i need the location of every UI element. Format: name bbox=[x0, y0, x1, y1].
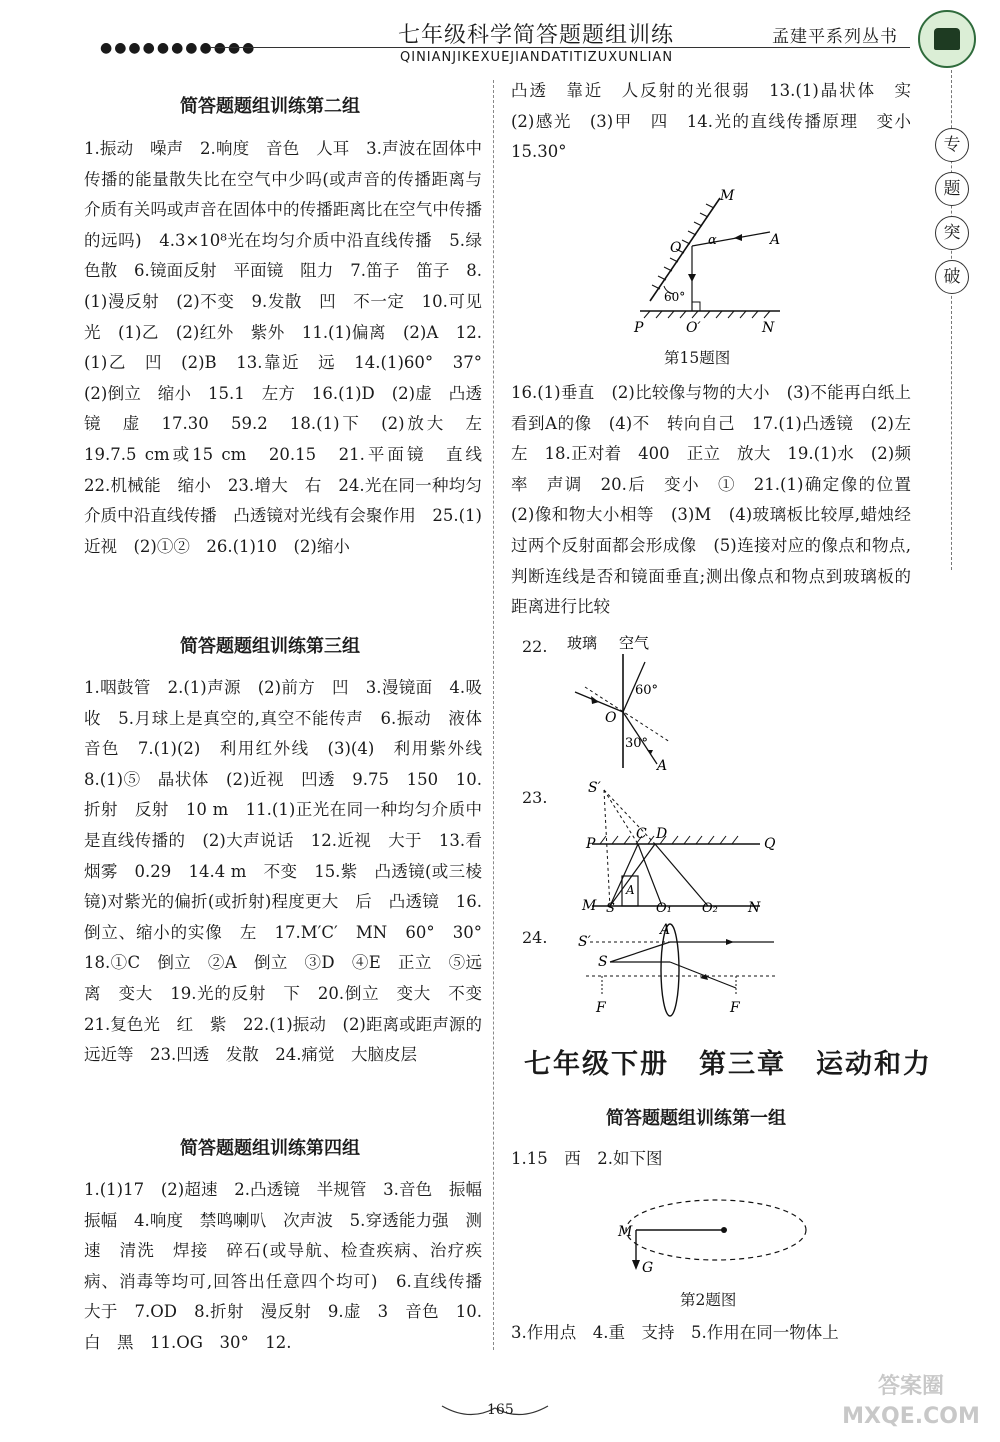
label-angle-60: 60° bbox=[664, 290, 686, 304]
side-tag-3: 突 bbox=[935, 216, 969, 250]
label-G: G bbox=[642, 1260, 654, 1276]
figure-2-diagram bbox=[612, 1194, 812, 1282]
dash-3 bbox=[604, 790, 638, 844]
dash-1 bbox=[604, 790, 610, 908]
group3-text: 1.咽鼓管 2.(1)声源 (2)前方 凹 3.漫镜面 4.吸收 5.月球上是真空的,真空不能传声 6.振动 液体 音色 7.(1)(2) 利用红外线 (3)(4) 利用紫外线 8.(1)⑤ 晶状体 (2)近视 凹透 9.75 150 10.折射 反射 10 m 11.(1)正光在同一种均匀介质中是直线传播的 (2)大声说话 12.近视 大于 13.看烟雾 0.29 14.4 m 不变 15.紫 凸透镜(或三棱镜)对紫光的偏折(或折射)程度更大 后 凸透镜 16.倒立、缩小的实像 左 17.M′C′ MN 60° 30° 18.①C 倒立 ②A 倒立 ③D ④E 正立 ⑤远离 变大 19.光的反射 下 20.倒立 变大 不变 21.复色光 红 紫 22.(1)振动 (2)距离或距声源的远近等 23.凹透 发散 24.痛觉 大脑皮层 bbox=[84, 678, 499, 1065]
label-O2: O₂ bbox=[702, 901, 718, 916]
right-answers-bottom bbox=[511, 1318, 911, 1349]
chapter-heading bbox=[524, 1042, 932, 1081]
q24-lens-diagram bbox=[576, 920, 781, 1020]
label-S: S bbox=[606, 901, 615, 916]
label-M: M bbox=[582, 898, 597, 914]
right-answers-top bbox=[511, 76, 928, 168]
right-angle-mark bbox=[692, 302, 700, 311]
group4-answers bbox=[84, 1175, 499, 1359]
label-N: N bbox=[762, 320, 775, 336]
right-text-3: 1.15 西 2.如下图 bbox=[511, 1149, 663, 1168]
label-60: 60° bbox=[635, 683, 659, 698]
ray-C-O1 bbox=[638, 844, 662, 906]
label-P: P bbox=[634, 320, 644, 336]
mirror-hatching bbox=[600, 836, 738, 844]
side-tag-1: 专 bbox=[935, 128, 969, 162]
label-alpha: α bbox=[708, 233, 717, 248]
label-C: C bbox=[636, 826, 647, 842]
label-O: O bbox=[605, 710, 617, 726]
label-Q: Q bbox=[764, 836, 776, 852]
mirror-line bbox=[650, 198, 720, 301]
label-air: 空气 bbox=[619, 634, 650, 652]
right-text-2: 16.(1)垂直 (2)比较像与物的大小 (3)不能再白纸上看到A的像 (4)不 转向自己 17.(1)凸透镜 (2)左 左 18.正对着 400 正立 放大 19.(1)水 (2)频率 声调 20.后 变小 ① 21.(1)确定像的位置 (2)像和物大小相等 (3)M (4)玻璃板比较厚,蜡烛经过两个反射面都会形成像 (5)连接对应的像点和物点,判断连线是否和镜面垂直;测出像点和物点到玻璃板的距离进行比较 bbox=[511, 383, 928, 617]
center-point bbox=[721, 1227, 727, 1233]
series-name: 孟建平系列丛书 bbox=[772, 27, 898, 47]
ray-arrow bbox=[734, 234, 742, 241]
chapter-name: 运动和力 bbox=[816, 1049, 932, 1080]
label-O: O bbox=[670, 240, 682, 256]
label-O-prime: O′ bbox=[686, 320, 701, 336]
label-S: S bbox=[598, 954, 608, 970]
ray-to-focus bbox=[670, 962, 736, 988]
side-tag-4: 破 bbox=[935, 260, 969, 294]
label-A: A bbox=[626, 883, 635, 897]
q22-number: 22. bbox=[522, 637, 548, 656]
gravity-arrowhead bbox=[632, 1260, 640, 1270]
right-answers-g1 bbox=[511, 1144, 911, 1175]
figure-2-caption: 第2题图 bbox=[680, 1291, 737, 1309]
ground-hatching bbox=[644, 311, 770, 318]
label-D: D bbox=[656, 826, 668, 842]
arrow-top bbox=[726, 939, 734, 945]
ray-D-O2 bbox=[655, 844, 708, 906]
incident-arrow bbox=[591, 696, 599, 704]
q23-mirror-diagram bbox=[580, 776, 780, 916]
group1-title: 简答题题组训练第一组 bbox=[606, 1108, 786, 1129]
label-A: A bbox=[660, 922, 671, 938]
watermark-line-1: 答案圈 bbox=[877, 1374, 944, 1399]
mirror-hatching bbox=[652, 204, 714, 289]
label-S-prime: S′ bbox=[588, 780, 601, 796]
group2-answers bbox=[84, 134, 499, 562]
right-text-4: 3.作用点 4.重 支持 5.作用在同一物体上 bbox=[511, 1323, 839, 1342]
group4-text: 1.(1)17 (2)超速 2.凸透镜 半规管 3.音色 振幅 振幅 4.响度 禁鸣喇叭 次声波 5.穿透能力强 测速 清洗 焊接 碎石(或导航、检查疾病、治疗疾病、消毒等均可,回答出任意四个均可) 6.直线传播 大于 7.OD 8.折射 漫反射 9.虚 3 音色 10.白 黑 11.OG 30° 12. bbox=[84, 1180, 499, 1352]
figure-15-diagram bbox=[630, 186, 800, 336]
right-answers-middle bbox=[511, 378, 928, 623]
group2-title: 简答题题组训练第二组 bbox=[180, 96, 360, 117]
watermark-line-2: MXQE.COM bbox=[842, 1404, 980, 1429]
q23-number: 23. bbox=[522, 788, 548, 807]
label-M: M bbox=[618, 1224, 633, 1240]
label-A: A bbox=[657, 758, 668, 772]
figure-15-caption: 第15题图 bbox=[664, 349, 731, 367]
right-text-1: 凸透 靠近 人反射的光很弱 13.(1)晶状体 实 (2)感光 (3)甲 四 14.光的直线传播原理 变小 15.30° bbox=[511, 81, 928, 162]
label-A: A bbox=[770, 232, 781, 248]
header-subtitle: QINIANJIKEXUEJIANDATITIZUXUNLIAN bbox=[400, 50, 674, 65]
q22-refraction-diagram bbox=[565, 632, 695, 772]
watermark bbox=[836, 1372, 986, 1438]
label-F-left: F bbox=[596, 1000, 606, 1016]
label-O1: O₁ bbox=[656, 901, 672, 916]
header-title: 七年级科学简答题题组训练 bbox=[398, 23, 675, 48]
label-P: P bbox=[586, 836, 596, 852]
label-N: N bbox=[748, 900, 761, 916]
header-dots: ●●●●●●●●●●● bbox=[100, 40, 257, 56]
label-F-right: F bbox=[730, 1000, 740, 1016]
chapter-number: 第三章 bbox=[699, 1049, 786, 1080]
label-M: M bbox=[720, 188, 735, 204]
side-tag-2: 题 bbox=[935, 172, 969, 206]
incident-ray bbox=[692, 232, 770, 246]
group4-title: 简答题题组训练第四组 bbox=[180, 1138, 360, 1159]
label-glass: 玻璃 bbox=[567, 634, 598, 652]
page-number: 165 bbox=[487, 1402, 514, 1418]
reflected-arrow bbox=[688, 274, 696, 282]
label-S-prime: S′ bbox=[578, 934, 591, 950]
series-logo bbox=[918, 10, 976, 68]
label-30: 30° bbox=[625, 736, 649, 751]
chapter-grade: 七年级下册 bbox=[524, 1049, 669, 1080]
group3-answers bbox=[84, 673, 499, 1071]
group3-title: 简答题题组训练第三组 bbox=[180, 636, 360, 657]
q24-number: 24. bbox=[522, 928, 548, 947]
group2-text: 1.振动 噪声 2.响度 音色 人耳 3.声波在固体中传播的能量散失比在空气中少吗(或声音的传播距离与介质有关吗或声音在固体中的传播距离比在空气中传播的远吗) 4.3×10⁸光在均匀介质中沿直线传播 5.绿 色散 6.镜面反射 平面镜 阻力 7.笛子 笛子 8.(1)漫反射 (2)不变 9.发散 凹 不一定 10.可见光 (1)乙 (2)红外 紫外 11.(1)偏离 (2)A 12.(1)乙 凹 (2)B 13.靠近 远 14.(1)60° 37° (2)倒立 缩小 15.1 左方 16.(1)D (2)虚 凸透镜 虚 17.30 59.2 18.(1)下 (2)放大 左 19.7.5 cm或15 cm 20.15 21.平面镜 直线 22.机械能 缩小 23.增大 右 24.光在同一种均匀介质中沿直线传播 凸透镜对光线有会聚作用 25.(1)近视 (2)①② 26.(1)10 (2)缩小 bbox=[84, 139, 499, 556]
